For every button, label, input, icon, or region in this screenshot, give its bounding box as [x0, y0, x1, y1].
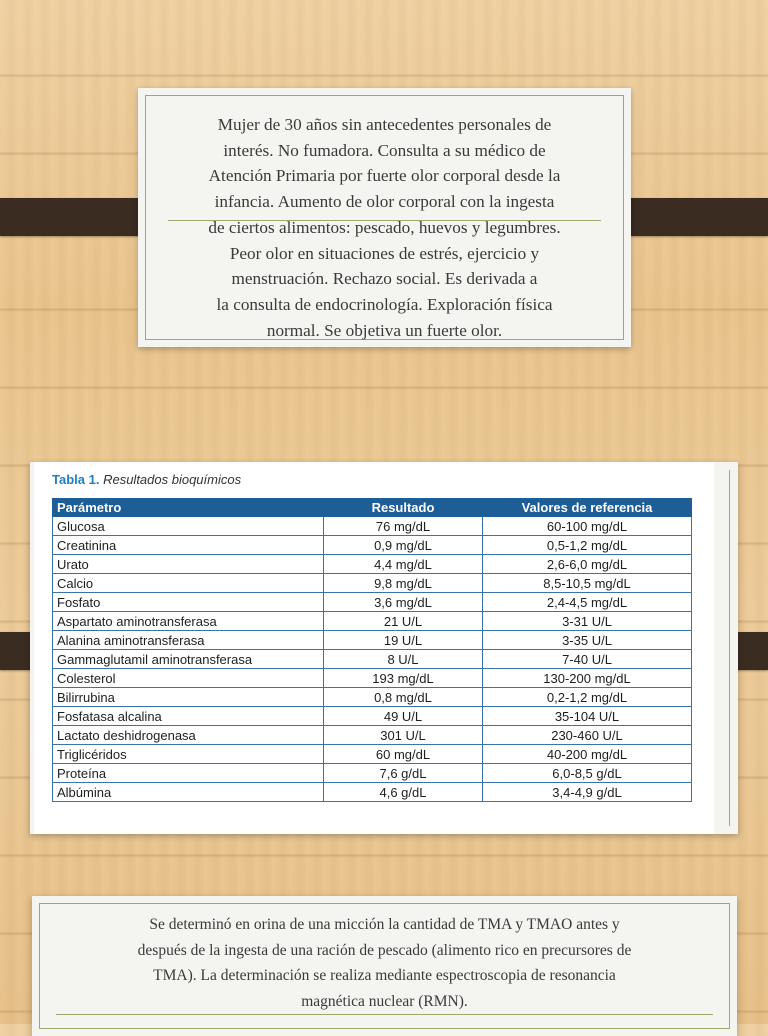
cell-resultado: 8 U/L: [324, 650, 483, 669]
cell-referencia: 40-200 mg/dL: [483, 745, 692, 764]
cell-parametro: Bilirrubina: [53, 688, 324, 707]
table-row: [53, 517, 692, 536]
cell-referencia: 60-100 mg/dL: [483, 517, 692, 536]
cell-resultado: 301 U/L: [324, 726, 483, 745]
case-line: infancia. Aumento de olor corporal con la ingesta: [214, 192, 555, 212]
cell-resultado: 9,8 mg/dL: [324, 574, 483, 593]
cell-resultado: 7,6 g/dL: [324, 764, 483, 783]
table-sheet: [34, 462, 714, 834]
cell-parametro: Fosfato: [53, 593, 324, 612]
cell-referencia: 3,4-4,9 g/dL: [483, 783, 692, 802]
cell-resultado: 76 mg/dL: [324, 517, 483, 536]
cell-resultado: 49 U/L: [324, 707, 483, 726]
cell-parametro: Albúmina: [53, 783, 324, 802]
case-description-card: [138, 88, 631, 347]
frame-rule: [56, 1014, 713, 1015]
cell-resultado: 193 mg/dL: [324, 669, 483, 688]
cell-parametro: Lactato deshidrogenasa: [53, 726, 324, 745]
case-line: la consulta de endocrinología. Exploración física: [216, 294, 553, 314]
cell-referencia: 0,5-1,2 mg/dL: [483, 536, 692, 555]
cell-referencia: 230-460 U/L: [483, 726, 692, 745]
decor-tab-left-1: [0, 198, 156, 236]
table-row: [53, 631, 692, 650]
table-row: [53, 593, 692, 612]
note-line: magnética nuclear (RMN).: [301, 992, 468, 1010]
cell-referencia: 0,2-1,2 mg/dL: [483, 688, 692, 707]
header-parametro: Parámetro: [53, 499, 324, 517]
table-title: [52, 472, 241, 487]
cell-resultado: 4,4 mg/dL: [324, 555, 483, 574]
table-title-number: Tabla 1.: [52, 472, 100, 487]
methods-note-card: [32, 896, 737, 1036]
cell-parametro: Glucosa: [53, 517, 324, 536]
table-row: [53, 555, 692, 574]
header-referencia: Valores de referencia: [483, 499, 692, 517]
decor-tab-right-1: [613, 198, 768, 236]
methods-note-text: [46, 912, 723, 1014]
table-row: [53, 707, 692, 726]
cell-referencia: 3-31 U/L: [483, 612, 692, 631]
cell-referencia: 3-35 U/L: [483, 631, 692, 650]
cell-resultado: 60 mg/dL: [324, 745, 483, 764]
case-description-text: [156, 112, 613, 343]
cell-referencia: 7-40 U/L: [483, 650, 692, 669]
cell-referencia: 35-104 U/L: [483, 707, 692, 726]
table-row: [53, 612, 692, 631]
card-frame-rail: [729, 470, 730, 826]
case-line: menstruación. Rechazo social. Es derivada a: [231, 269, 538, 289]
cell-referencia: 130-200 mg/dL: [483, 669, 692, 688]
cell-parametro: Triglicéridos: [53, 745, 324, 764]
table-title-caption: Resultados bioquímicos: [103, 472, 242, 487]
table-row: [53, 650, 692, 669]
table-body: [53, 517, 692, 802]
table-row: [53, 783, 692, 802]
cell-parametro: Creatinina: [53, 536, 324, 555]
note-line: después de la ingesta de una ración de pescado (alimento rico en precursores de: [137, 941, 632, 959]
cell-referencia: 2,6-6,0 mg/dL: [483, 555, 692, 574]
note-line: Se determinó en orina de una micción la cantidad de TMA y TMAO antes y: [149, 916, 620, 933]
table-row: [53, 688, 692, 707]
case-line: normal. Se objetiva un fuerte olor.: [266, 320, 503, 340]
case-line: Mujer de 30 años sin antecedentes personales de: [217, 115, 552, 134]
results-table: [52, 498, 692, 802]
cell-parametro: Colesterol: [53, 669, 324, 688]
cell-parametro: Proteína: [53, 764, 324, 783]
note-line: TMA). La determinación se realiza mediante espectroscopia de resonancia: [153, 967, 616, 984]
cell-resultado: 0,8 mg/dL: [324, 688, 483, 707]
cell-resultado: 21 U/L: [324, 612, 483, 631]
cell-resultado: 3,6 mg/dL: [324, 593, 483, 612]
cell-parametro: Calcio: [53, 574, 324, 593]
case-line: de ciertos alimentos: pescado, huevos y legumbres.: [208, 217, 561, 237]
results-table-card: [30, 462, 738, 834]
cell-resultado: 0,9 mg/dL: [324, 536, 483, 555]
table-row: [53, 669, 692, 688]
table-row: [53, 726, 692, 745]
cell-referencia: 8,5-10,5 mg/dL: [483, 574, 692, 593]
cell-referencia: 2,4-4,5 mg/dL: [483, 593, 692, 612]
cell-parametro: Gammaglutamil aminotransferasa: [53, 650, 324, 669]
cell-parametro: Alanina aminotransferasa: [53, 631, 324, 650]
case-line: interés. No fumadora. Consulta a su médico de: [223, 140, 546, 160]
header-resultado: Resultado: [324, 499, 483, 517]
case-line: Atención Primaria por fuerte olor corporal desde la: [208, 166, 561, 186]
table-row: [53, 764, 692, 783]
cell-parametro: Aspartato aminotransferasa: [53, 612, 324, 631]
cell-parametro: Urato: [53, 555, 324, 574]
cell-referencia: 6,0-8,5 g/dL: [483, 764, 692, 783]
table-row: [53, 574, 692, 593]
case-line: Peor olor en situaciones de estrés, ejercicio y: [229, 243, 540, 263]
cell-resultado: 4,6 g/dL: [324, 783, 483, 802]
table-row: [53, 745, 692, 764]
cell-resultado: 19 U/L: [324, 631, 483, 650]
table-header-row: [53, 499, 692, 517]
table-row: [53, 536, 692, 555]
cell-parametro: Fosfatasa alcalina: [53, 707, 324, 726]
